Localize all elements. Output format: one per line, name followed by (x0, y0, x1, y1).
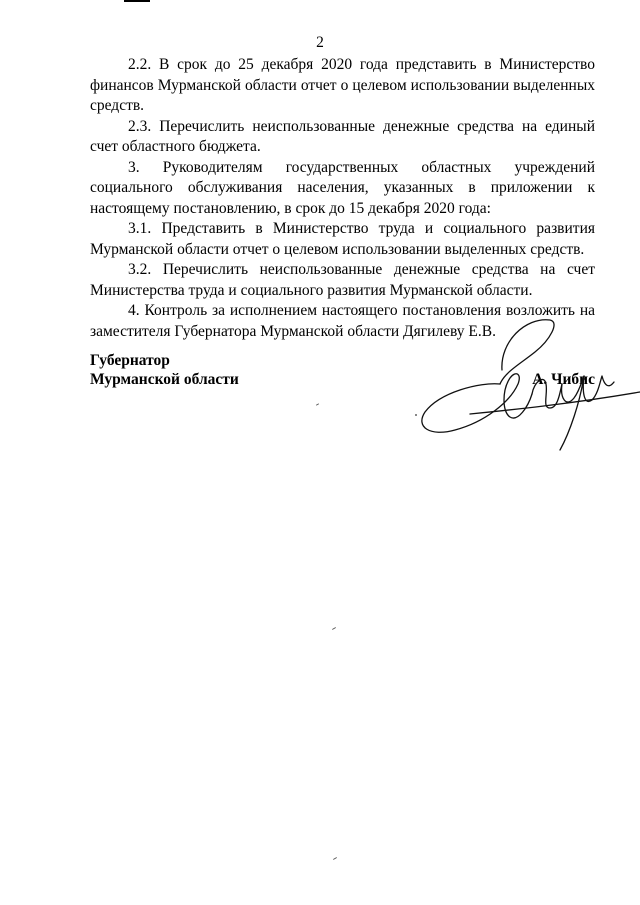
scan-speck (332, 627, 336, 630)
page-number: 2 (316, 34, 324, 51)
paragraph-3-1: 3.1. Представить в Министерство труда и социального развития Мурманской области отчет о целевом использовании выделенных средств. (90, 220, 595, 258)
document-body (90, 55, 595, 342)
signatory-name: А. Чибис (532, 370, 595, 388)
handwritten-signature (410, 312, 640, 462)
paragraph-3-2: 3.2. Перечислить неиспользованные денежные средства на счет Министерства труда и социального развития Мурманской области. (90, 261, 595, 299)
paragraph-2-2: 2.2. В срок до 25 декабря 2020 года представить в Министерство финансов Мурманской области отчет о целевом использовании выделенных средств. (90, 56, 595, 114)
paragraph-3: 3. Руководителям государственных областных учреждений социального обслуживания населения, указанных в приложении к настоящему постановлению, в срок до 15 декабря 2020 года: (90, 158, 595, 217)
signatory-title (90, 352, 239, 389)
paragraph-2-3: 2.3. Перечислить неиспользованные денежные средства на единый счет областного бюджета. (90, 117, 595, 155)
signatory-title-line2: Мурманской области (90, 370, 239, 388)
signature-block (90, 352, 595, 462)
signatory-title-line1: Губернатор (90, 352, 170, 369)
paragraph-4: 4. Контроль за исполнением настоящего постановления возложить на заместителя Губернатора Мурманской области Дягилеву Е.В. (90, 302, 595, 340)
top-edge-mark (124, 0, 150, 2)
scan-speck (333, 857, 337, 860)
